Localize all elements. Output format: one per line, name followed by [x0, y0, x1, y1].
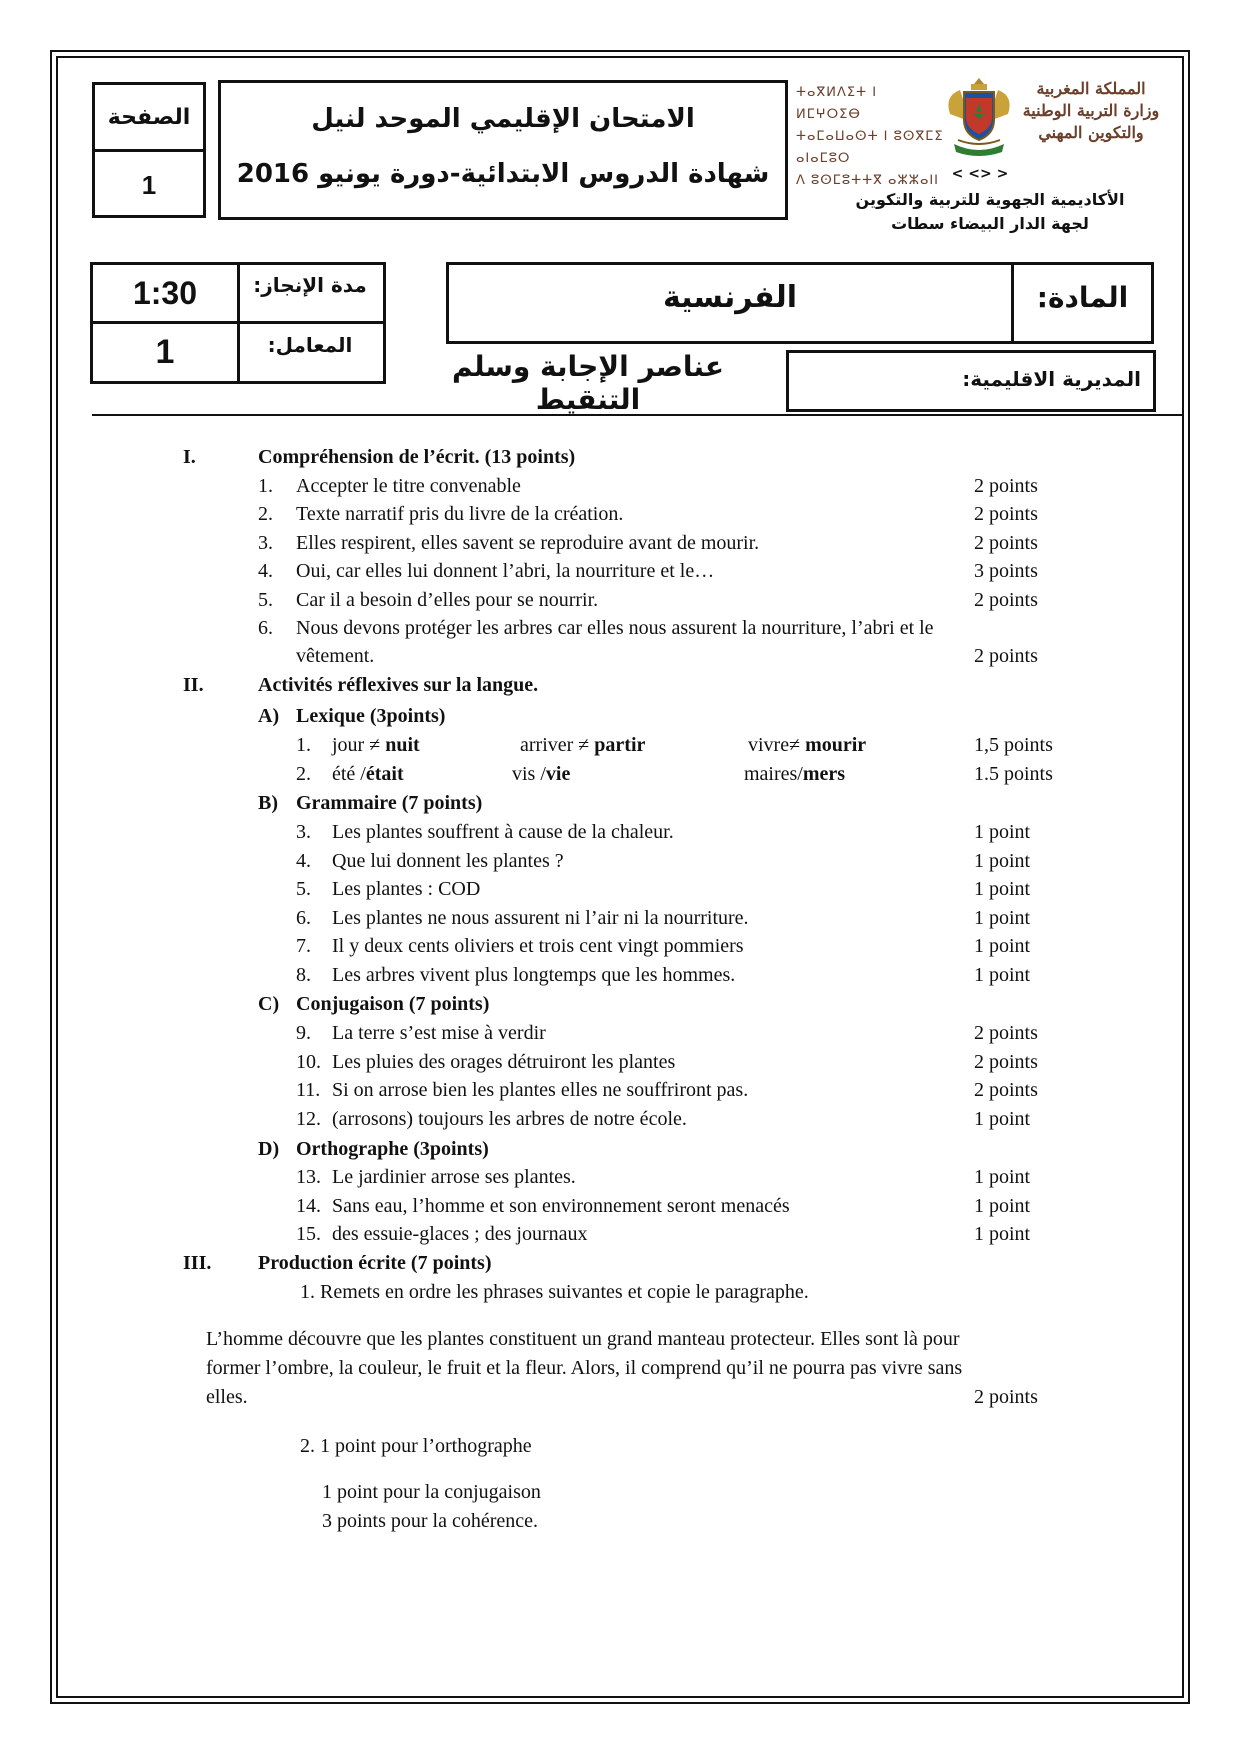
list-item-points: 3 points	[974, 560, 1038, 582]
list-item-text: Les arbres vivent plus longtemps que les hommes.	[332, 964, 736, 986]
list-item-points: 2 points	[974, 503, 1038, 525]
lexique-pair	[744, 760, 845, 788]
lexique-word-bold: mourir	[805, 734, 867, 756]
list-item-text: Les plantes ne nous assurent ni l’air ni la nourriture.	[332, 907, 749, 929]
list-item-points: 1 point	[974, 964, 1031, 986]
list-item-points: 1 point	[974, 821, 1031, 843]
subsection-letter: A)	[258, 705, 280, 727]
lexique-word-bold: partir	[594, 734, 646, 756]
section3-instruction: 1. Remets en ordre les phrases suivantes et copie le paragraphe.	[300, 1281, 809, 1303]
list-item-points: 2 points	[974, 475, 1038, 497]
list-item-num: 2.	[258, 503, 273, 525]
ministry-tifinagh-line2: ⵜⴰⵎⴰⵡⴰⵙⵜ ⵏ ⵓⵙⴳⵎⵉ ⴰⵏⴰⵎⵓⵔ	[796, 129, 944, 166]
ministry-tifinagh-line1: ⵜⴰⴳⵍⴷⵉⵜ ⵏ ⵍⵎⵖⵔⵉⴱ	[796, 85, 878, 122]
lexique-word-bold: mers	[802, 763, 846, 785]
lexique-word-bold: était	[365, 763, 404, 785]
kingdom-name: المملكة المغربية	[1036, 79, 1146, 98]
subsection-title: Lexique (3points)	[296, 705, 446, 727]
lexique-word: arriver ≠	[520, 734, 595, 756]
list-item-text: Si on arrose bien les plantes elles ne souffriront pas.	[332, 1079, 749, 1101]
list-item-num: 6.	[258, 617, 273, 639]
list-item-num: 12.	[296, 1108, 321, 1130]
lexique-pair	[332, 760, 404, 788]
list-item-text: Les plantes : COD	[332, 878, 481, 900]
list-item-text: Il y deux cents oliviers et trois cent vingt pommiers	[332, 935, 744, 957]
paragraph-line: L’homme découvre que les plantes constituent un grand manteau protecteur. Elles sont là pour	[206, 1328, 960, 1350]
duration-label: مدة الإنجاز:	[253, 273, 367, 297]
section3-title: Production écrite (7 points)	[258, 1252, 492, 1274]
list-item-text: Sans eau, l’homme et son environnement seront menacés	[332, 1195, 790, 1217]
section2-title: Activités réflexives sur la langue.	[258, 674, 539, 696]
list-item-num: 11.	[296, 1079, 321, 1101]
lexique-word: vivre≠	[748, 734, 806, 756]
list-item-points: 2 points	[974, 532, 1038, 554]
list-item-num: 14.	[296, 1195, 321, 1217]
list-item-num: 15.	[296, 1223, 321, 1245]
list-item-num: 5.	[258, 589, 273, 611]
section1-title: Compréhension de l’écrit. (13 points)	[258, 446, 576, 468]
lexique-word: maires/	[744, 763, 803, 785]
lexique-pair	[512, 760, 570, 788]
exam-title-line1: الامتحان الإقليمي الموحد لنيل	[311, 104, 695, 134]
section2-numeral: II.	[183, 674, 204, 696]
lexique-word: été /	[332, 763, 366, 785]
coef-value: 1	[155, 333, 175, 371]
academy-line2: لجهة الدار البيضاء سطات	[891, 214, 1089, 233]
list-item-points: 1,5 points	[974, 734, 1053, 756]
list-item-num: 1.	[296, 734, 311, 756]
list-item-points: 1.5 points	[974, 763, 1053, 785]
list-item-text: des essuie-glaces ; des journaux	[332, 1223, 588, 1245]
subsection-title: Grammaire (7 points)	[296, 792, 483, 814]
exam-title-box	[218, 80, 788, 220]
list-item-text-continued: vêtement.	[296, 645, 375, 667]
paragraph-line: former l’ombre, la couleur, le fruit et la fleur. Alors, il comprend qu’il ne pourra pas vivre sans	[206, 1357, 963, 1379]
page-label: الصفحة	[95, 85, 203, 152]
criteria-line: 2. 1 point pour l’orthographe	[300, 1435, 532, 1457]
list-item-num: 5.	[296, 878, 311, 900]
exam-title-line2: شهادة الدروس الابتدائية-دورة يونيو 2016	[236, 159, 770, 189]
list-item-num: 3.	[258, 532, 273, 554]
answer-key-title: عناصر الإجابة وسلم التنقيط	[451, 350, 724, 416]
list-item-text: Oui, car elles lui donnent l’abri, la nourriture et le…	[296, 560, 715, 582]
list-item-text: (arrosons) toujours les arbres de notre école.	[332, 1108, 687, 1130]
subject-box	[446, 262, 1154, 344]
directorate-box	[786, 350, 1156, 412]
list-item-text: La terre s’est mise à verdir	[332, 1022, 546, 1044]
lexique-word-bold: nuit	[385, 734, 420, 756]
lexique-pair	[332, 731, 420, 759]
list-item-text: Le jardinier arrose ses plantes.	[332, 1166, 576, 1188]
subsection-letter: B)	[258, 792, 278, 814]
ministry-arabic	[1014, 78, 1168, 144]
subject-value: الفرنسية	[662, 279, 798, 315]
section1-numeral: I.	[183, 446, 196, 468]
page-number: 1	[141, 169, 157, 200]
duration-coef-box	[90, 262, 386, 384]
lexique-word-bold: vie	[545, 763, 571, 785]
list-item-text: Les plantes souffrent à cause de la chaleur.	[332, 821, 674, 843]
moroccan-emblem-icon	[942, 74, 1016, 158]
duration-value: 1:30	[132, 274, 198, 311]
list-item-text: Que lui donnent les plantes ?	[332, 850, 564, 872]
list-item-num: 6.	[296, 907, 311, 929]
list-item-points: 1 point	[974, 1195, 1031, 1217]
list-item-num: 13.	[296, 1166, 321, 1188]
list-item-text: Accepter le titre convenable	[296, 475, 521, 497]
ministry-name-line2: والتكوين المهني	[1038, 123, 1144, 142]
list-item-num: 9.	[296, 1022, 311, 1044]
subsection-letter: C)	[258, 993, 280, 1015]
list-item-num: 7.	[296, 935, 311, 957]
list-item-points: 2 points	[974, 1022, 1038, 1044]
ministry-name-line1: وزارة التربية الوطنية	[1022, 101, 1160, 120]
subsection-title: Conjugaison (7 points)	[296, 993, 490, 1015]
list-item-text: Elles respirent, elles savent se reproduire avant de mourir.	[296, 532, 760, 554]
list-item-num: 8.	[296, 964, 311, 986]
ministry-tifinagh-line3: ⴷ ⵓⵙⵎⵓⵜⵜⴳ ⴰⵣⵣⴰⵏⵏ	[796, 173, 940, 188]
list-item-num: 1.	[258, 475, 273, 497]
lexique-pair	[748, 731, 866, 759]
list-item-points: 1 point	[974, 850, 1031, 872]
coef-label: المعامل:	[267, 333, 353, 357]
lexique-word: vis /	[512, 763, 546, 785]
list-item-text: Nous devons protéger les arbres car elles nous assurent la nourriture, l’abri et le	[296, 617, 934, 639]
section3-numeral: III.	[183, 1252, 212, 1274]
list-item-points: 1 point	[974, 1108, 1031, 1130]
list-item-points: 1 point	[974, 1223, 1031, 1245]
criteria-line: 1 point pour la conjugaison	[322, 1481, 541, 1503]
page-number-box	[92, 82, 206, 218]
list-item-points: 1 point	[974, 1166, 1031, 1188]
ministry-tifinagh	[796, 82, 946, 192]
separator-symbol: < <> >	[951, 166, 1009, 182]
list-item-points: 2 points	[974, 1079, 1038, 1101]
subject-label: المادة:	[1036, 280, 1129, 314]
list-item-num: 10.	[296, 1051, 321, 1073]
list-item-points: 1 point	[974, 935, 1031, 957]
directorate-label: المديرية الاقليمية:	[962, 367, 1141, 391]
list-item-num: 4.	[258, 560, 273, 582]
list-item-points: 1 point	[974, 907, 1031, 929]
list-item-num: 2.	[296, 763, 311, 785]
list-item-num: 3.	[296, 821, 311, 843]
subsection-letter: D)	[258, 1138, 280, 1160]
list-item-points: 2 points	[974, 589, 1038, 611]
list-item-points: 1 point	[974, 878, 1031, 900]
list-item-text: Car il a besoin d’elles pour se nourrir.	[296, 589, 599, 611]
criteria-line: 3 points pour la cohérence.	[322, 1510, 539, 1532]
list-item-points: 2 points	[974, 1051, 1038, 1073]
list-item-text: Les pluies des orages détruiront les plantes	[332, 1051, 676, 1073]
list-item-num: 4.	[296, 850, 311, 872]
paragraph-points: 2 points	[974, 1386, 1038, 1408]
paragraph-line: elles.	[206, 1386, 248, 1408]
lexique-pair	[520, 731, 645, 759]
list-item-points: 2 points	[974, 645, 1038, 667]
list-item-text: Texte narratif pris du livre de la création.	[296, 503, 624, 525]
academy-line1: الأكاديمية الجهوية للتربية والتكوين	[855, 190, 1125, 209]
subsection-title: Orthographe (3points)	[296, 1138, 489, 1160]
lexique-word: jour ≠	[332, 734, 386, 756]
